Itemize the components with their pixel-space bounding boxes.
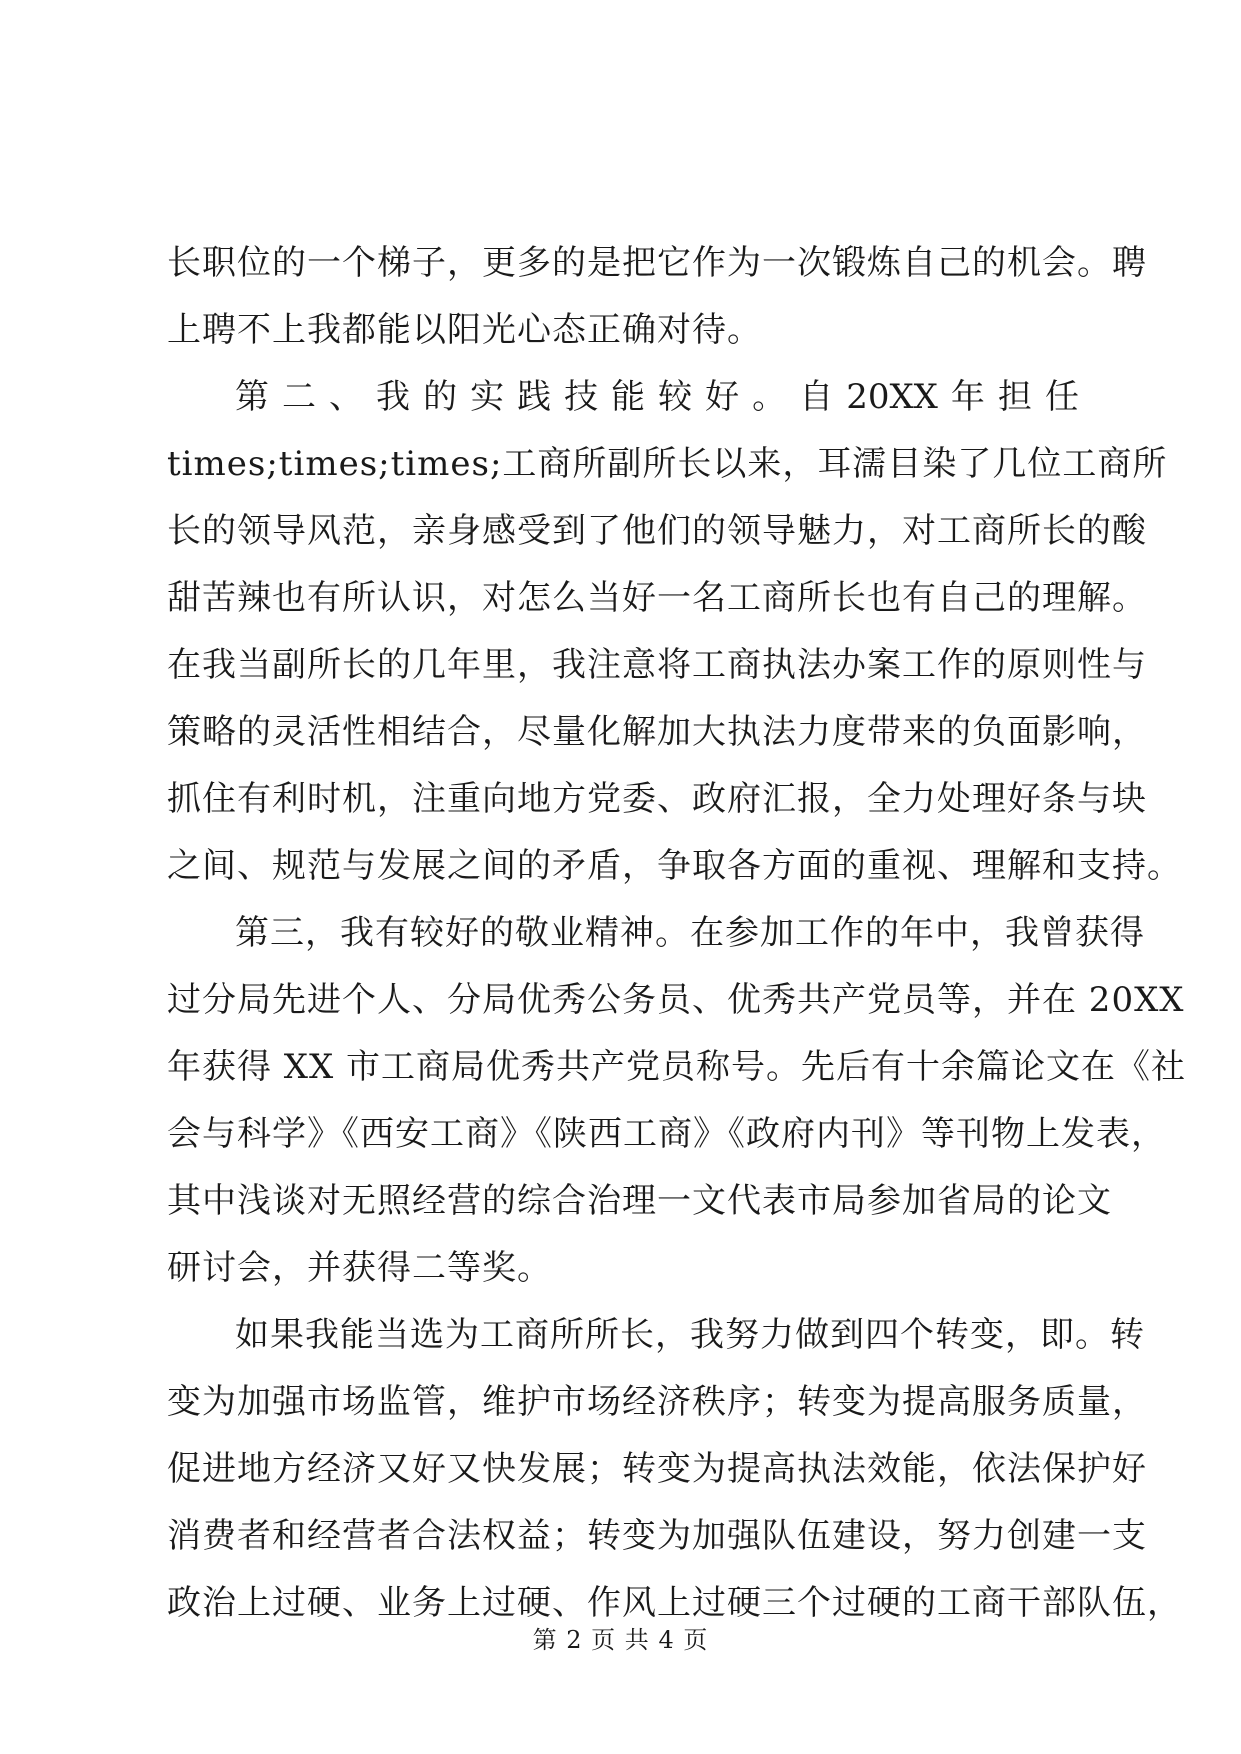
spread-token: 好: [705, 377, 740, 417]
text-line: 消费者和经营者合法权益；转变为加强队伍建设，努力创建一支: [167, 1516, 1147, 1556]
text-line: times;times;times;工商所副所长以来，耳濡目染了几位工商所: [167, 444, 1168, 484]
text-line: 年获得 XX 市工商局优秀共产党员称号。先后有十余篇论文在《社: [167, 1047, 1187, 1087]
spread-token: 自: [799, 377, 834, 417]
spread-token: 能: [611, 377, 646, 417]
spread-token: 、: [329, 377, 364, 417]
spread-token: 年: [950, 377, 985, 417]
text-line: 在我当副所长的几年里，我注意将工商执法办案工作的原则性与: [167, 645, 1147, 685]
text-line: 其中浅谈对无照经营的综合治理一文代表市局参加省局的论文: [167, 1181, 1112, 1221]
document-body: [167, 230, 1187, 1637]
spread-token: 任: [1044, 377, 1079, 417]
text-line: 变为加强市场监管，维护市场经济秩序；转变为提高服务质量，: [167, 1382, 1147, 1422]
text-line: 如果我能当选为工商所所长，我努力做到四个转变，即。转: [235, 1315, 1145, 1355]
text-line: 研讨会，并获得二等奖。: [167, 1248, 552, 1288]
page-footer: 第 2 页 共 4 页: [532, 1626, 709, 1654]
spread-token: 践: [517, 377, 552, 417]
text-line: 之间、规范与发展之间的矛盾，争取各方面的重视、理解和支持。: [167, 846, 1182, 886]
spread-token: 实: [470, 377, 505, 417]
spread-token: 的: [423, 377, 458, 417]
text-line: 抓住有利时机，注重向地方党委、政府汇报，全力处理好条与块: [167, 779, 1147, 819]
text-line-spread: [167, 364, 1079, 431]
text-line: 长职位的一个梯子，更多的是把它作为一次锻炼自己的机会。聘: [167, 243, 1147, 283]
text-line: 过分局先进个人、分局优秀公务员、优秀共产党员等，并在 20XX: [167, 980, 1185, 1020]
text-line: 策略的灵活性相结合，尽量化解加大执法力度带来的负面影响，: [167, 712, 1147, 752]
spread-token: 。: [752, 377, 787, 417]
spread-token: 二: [282, 377, 317, 417]
spread-token: 我: [376, 377, 411, 417]
spread-token: 第: [235, 377, 269, 417]
spread-token: 较: [658, 377, 693, 417]
text-line: 第三，我有较好的敬业精神。在参加工作的年中，我曾获得: [235, 913, 1145, 953]
spread-token: 担: [997, 377, 1032, 417]
text-line: 上聘不上我都能以阳光心态正确对待。: [167, 310, 762, 350]
text-line: 长的领导风范，亲身感受到了他们的领导魅力，对工商所长的酸: [167, 511, 1147, 551]
spread-token: 技: [564, 377, 599, 417]
text-line: 甜苦辣也有所认识，对怎么当好一名工商所长也有自己的理解。: [167, 578, 1147, 618]
text-line: 政治上过硬、业务上过硬、作风上过硬三个过硬的工商干部队伍，: [167, 1583, 1182, 1623]
spread-token: 20XX: [846, 377, 938, 417]
text-line: 会与科学》《西安工商》《陕西工商》《政府内刊》等刊物上发表，: [167, 1114, 1166, 1154]
text-line: 促进地方经济又好又快发展；转变为提高执法效能，依法保护好: [167, 1449, 1147, 1489]
